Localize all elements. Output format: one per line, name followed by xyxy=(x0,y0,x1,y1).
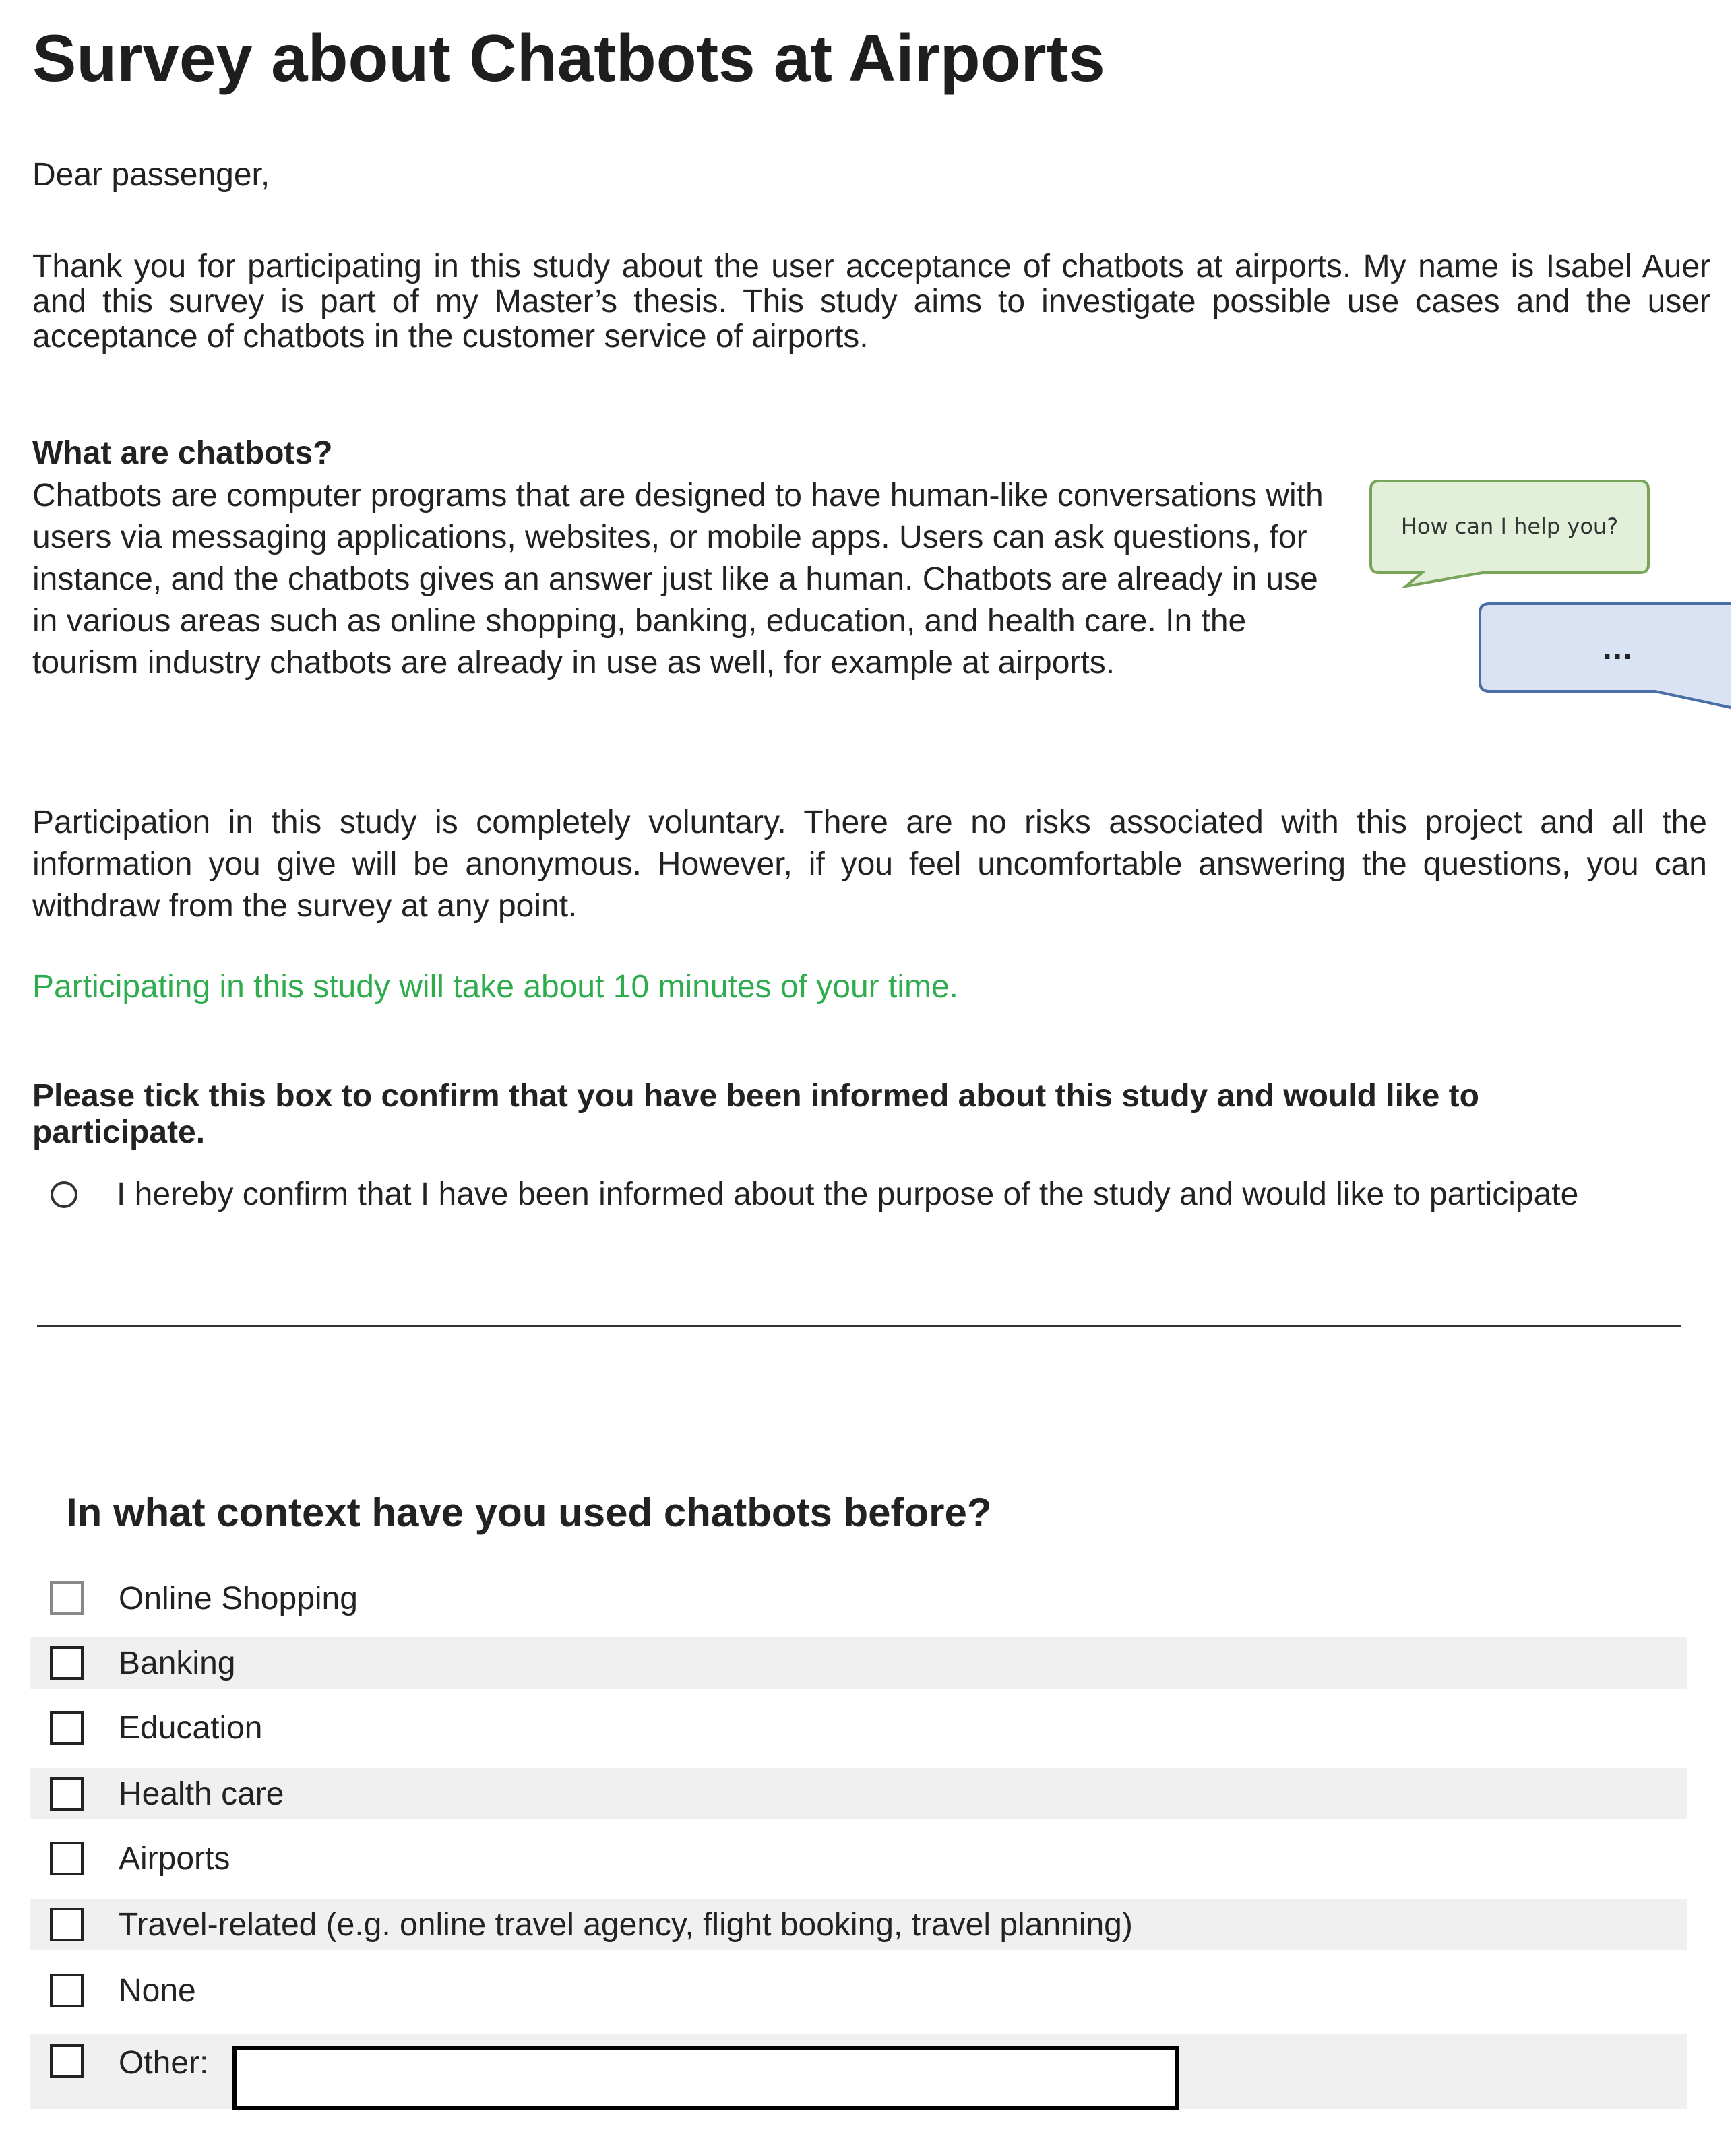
option-label: Banking xyxy=(119,1645,236,1681)
consent-label: I hereby confirm that I have been informed about the purpose of the study and would like to participate xyxy=(117,1176,1579,1212)
consent-radio[interactable] xyxy=(51,1181,78,1208)
option-airports[interactable] xyxy=(30,1833,1687,1884)
checkbox-health-care[interactable] xyxy=(50,1777,84,1811)
page-title: Survey about Chatbots at Airports xyxy=(32,21,1105,95)
greeting: Dear passenger, xyxy=(32,157,270,193)
checkbox-online-shopping[interactable] xyxy=(50,1581,84,1615)
other-text-input[interactable] xyxy=(232,2046,1179,2110)
participation-paragraph: Participation in this study is completely voluntary. There are no risks associated with this project and all the information you give will be anonymous. However, if you feel uncomfortable answering the questions, you can withdraw from the survey at any point. xyxy=(32,805,1707,924)
checkbox-airports[interactable] xyxy=(50,1842,84,1875)
checkbox-travel-related[interactable] xyxy=(50,1908,84,1941)
section-divider xyxy=(37,1325,1681,1327)
checkbox-none[interactable] xyxy=(50,1974,84,2007)
intro-paragraph: Thank you for participating in this study about the user acceptance of chatbots at airports. My name is Isabel Auer and this survey is part of my Master’s thesis. This study aims to investigate possible use cases and the user acceptance of chatbots in the customer service of airports. xyxy=(32,249,1710,354)
what-are-chatbots-body: Chatbots are computer programs that are designed to have human-like conversations with users via messaging applications, websites, or mobile apps. Users can ask questions, for instance, and the chatbots gives an answer just like a human. Chatbots are already in use in various areas such as online shopping, banking, education, and health care. In the tourism industry chatbots are already in use as well, for example at airports. xyxy=(32,478,1324,681)
option-health-care[interactable] xyxy=(30,1768,1687,1819)
checkbox-other[interactable] xyxy=(50,2044,84,2078)
option-travel-related[interactable] xyxy=(30,1899,1687,1950)
option-label: Online Shopping xyxy=(119,1580,358,1617)
consent-option[interactable] xyxy=(51,1176,1578,1213)
question-heading: In what context have you used chatbots before? xyxy=(66,1490,992,1535)
checkbox-education[interactable] xyxy=(50,1711,84,1745)
option-label: Other: xyxy=(119,2045,209,2081)
option-label: None xyxy=(119,1972,196,2009)
option-label: Airports xyxy=(119,1840,230,1877)
what-are-chatbots-heading: What are chatbots? xyxy=(32,435,333,471)
option-label: Education xyxy=(119,1709,263,1746)
option-banking[interactable] xyxy=(30,1637,1687,1689)
bot-bubble-text: How can I help you? xyxy=(1400,513,1619,539)
consent-heading: Please tick this box to confirm that you have been informed about this study and would like to participate. xyxy=(32,1078,1479,1150)
option-online-shopping[interactable] xyxy=(30,1573,1687,1624)
option-label: Health care xyxy=(119,1776,284,1812)
option-label: Travel-related (e.g. online travel agency, flight booking, travel planning) xyxy=(119,1906,1133,1943)
user-bubble-text: ... xyxy=(1602,635,1633,666)
option-none[interactable] xyxy=(30,1965,1687,2016)
option-education[interactable] xyxy=(30,1702,1687,1753)
checkbox-banking[interactable] xyxy=(50,1646,84,1680)
chat-bubbles-illustration xyxy=(1368,472,1736,722)
time-note: Participating in this study will take about 10 minutes of your time. xyxy=(32,969,958,1005)
